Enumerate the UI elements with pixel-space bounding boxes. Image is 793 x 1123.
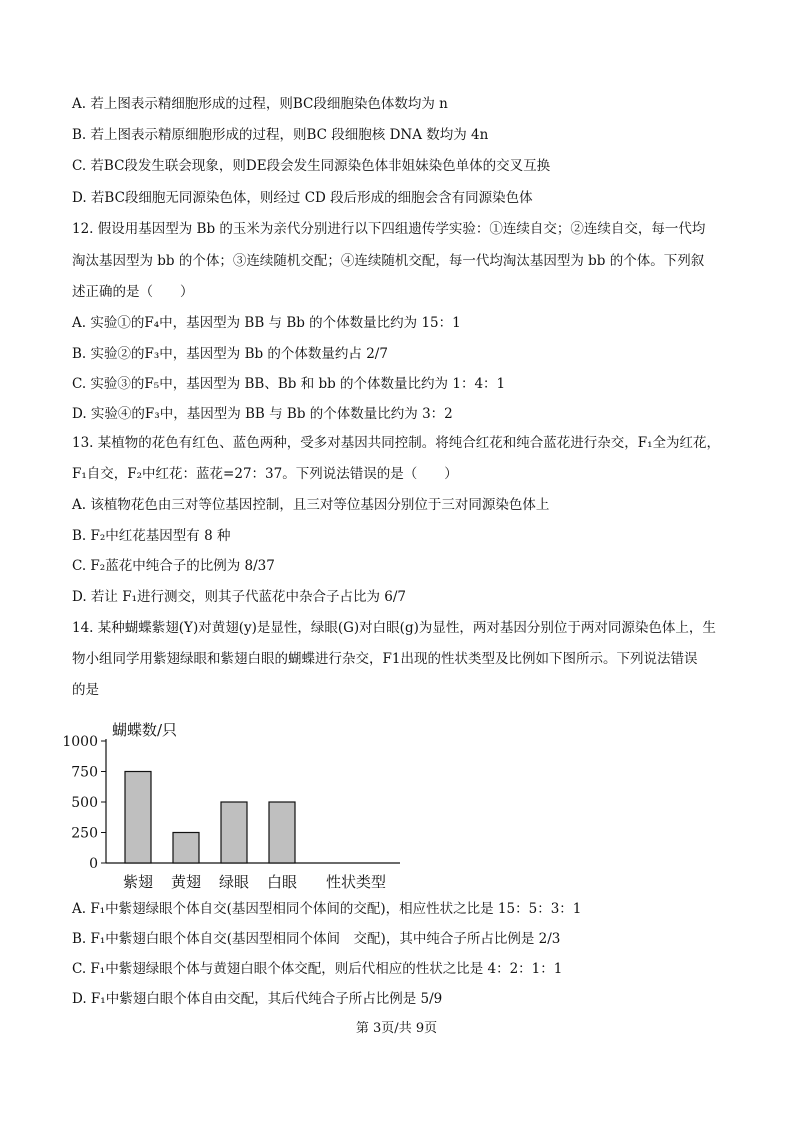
butterfly-count-bar-chart bbox=[60, 718, 410, 896]
q12-stem-line-1: 12. 假设用基因型为 Bb 的玉米为亲代分别进行以下四组遗传学实验：①连续自交；②连续自交，每一代均 bbox=[72, 221, 706, 237]
q14-stem-line-2: 物小组同学用紫翅绿眼和紫翅白眼的蝴蝶进行杂交，F1出现的性状类型及比例如下图所示。下列说法错误 bbox=[72, 651, 698, 667]
q11-option-a: A. 若上图表示精细胞形成的过程，则BC段细胞染色体数均为 n bbox=[72, 96, 448, 112]
q12-option-a: A. 实验①的F₄中，基因型为 BB 与 Bb 的个体数量比约为 15：1 bbox=[72, 315, 461, 331]
bar-绿眼 bbox=[221, 802, 247, 863]
y-tick-label: 250 bbox=[71, 825, 98, 842]
x-tick-label: 紫翅 bbox=[122, 873, 154, 891]
q14-option-a: A. F₁中紫翅绿眼个体自交(基因型相同个体间的交配)，相应性状之比是 15：5：3：1 bbox=[72, 901, 582, 917]
bar-黄翅 bbox=[173, 833, 199, 864]
q14-option-c: C. F₁中紫翅绿眼个体与黄翅白眼个体交配，则后代相应的性状之比是 4：2：1：1 bbox=[72, 961, 563, 977]
x-axis-label: 性状类型 bbox=[325, 873, 387, 891]
q12-option-c: C. 实验③的F₅中，基因型为 BB、Bb 和 bb 的个体数量比约为 1：4：1 bbox=[72, 376, 506, 392]
q14-option-b: B. F₁中紫翅白眼个体自交(基因型相同个体间 交配)，其中纯合子所占比例是 2/3 bbox=[72, 931, 561, 947]
page-footer: 第 3页/共 9页 bbox=[355, 1021, 438, 1036]
q13-option-a: A. 该植物花色由三对等位基因控制，且三对等位基因分别位于三对同源染色体上 bbox=[72, 497, 550, 513]
x-tick-label: 黄翅 bbox=[170, 873, 202, 891]
y-axis-label: 蝴蝶数/只 bbox=[112, 721, 178, 739]
q14-option-d: D. F₁中紫翅白眼个体自由交配，其后代纯合子所占比例是 5/9 bbox=[72, 991, 443, 1007]
y-tick-label: 1000 bbox=[62, 734, 98, 750]
q12-option-b: B. 实验②的F₃中，基因型为 Bb 的个体数量约占 2/7 bbox=[72, 346, 388, 362]
x-tick-label: 绿眼 bbox=[218, 873, 250, 891]
q11-option-c: C. 若BC段发生联会现象，则DE段会发生同源染色体非姐妹染色单体的交叉互换 bbox=[72, 158, 551, 174]
q11-option-b: B. 若上图表示精原细胞形成的过程，则BC 段细胞核 DNA 数均为 4n bbox=[72, 127, 489, 143]
bar-白眼 bbox=[269, 802, 295, 863]
q12-stem-line-2: 淘汰基因型为 bb 的个体；③连续随机交配；④连续随机交配，每一代均淘汰基因型为 bb 的个体。下列叙 bbox=[72, 253, 705, 269]
q13-option-b: B. F₂中红花基因型有 8 种 bbox=[72, 528, 231, 544]
bar-紫翅 bbox=[125, 772, 151, 864]
y-tick-label: 500 bbox=[71, 795, 98, 811]
y-tick-label: 750 bbox=[71, 764, 98, 781]
y-tick-label: 0 bbox=[89, 856, 98, 872]
q12-option-d: D. 实验④的F₃中，基因型为 BB 与 Bb 的个体数量比约为 3：2 bbox=[72, 406, 453, 422]
q13-stem-line-1: 13. 某植物的花色有红色、蓝色两种，受多对基因共同控制。将纯合红花和纯合蓝花进行杂交，F₁全为红花， bbox=[72, 435, 721, 451]
q13-option-d: D. 若让 F₁进行测交，则其子代蓝花中杂合子占比为 6/7 bbox=[72, 589, 407, 605]
q14-stem-line-1: 14. 某种蝴蝶紫翅(Y)对黄翅(y)是显性，绿眼(G)对白眼(g)为显性，两对基因分别位于两对同源染色体上，生 bbox=[72, 620, 716, 636]
q14-stem-line-3: 的是 bbox=[72, 682, 99, 698]
q13-option-c: C. F₂蓝花中纯合子的比例为 8/37 bbox=[72, 558, 275, 574]
q12-stem-line-3: 述正确的是（ ） bbox=[72, 284, 194, 300]
x-tick-label: 白眼 bbox=[266, 873, 298, 891]
q13-stem-line-2: F₁自交，F₂中红花：蓝花=27：37。下列说法错误的是（ ） bbox=[72, 466, 458, 482]
q11-option-d: D. 若BC段细胞无同源染色体，则经过 CD 段后形成的细胞会含有同源染色体 bbox=[72, 190, 533, 206]
